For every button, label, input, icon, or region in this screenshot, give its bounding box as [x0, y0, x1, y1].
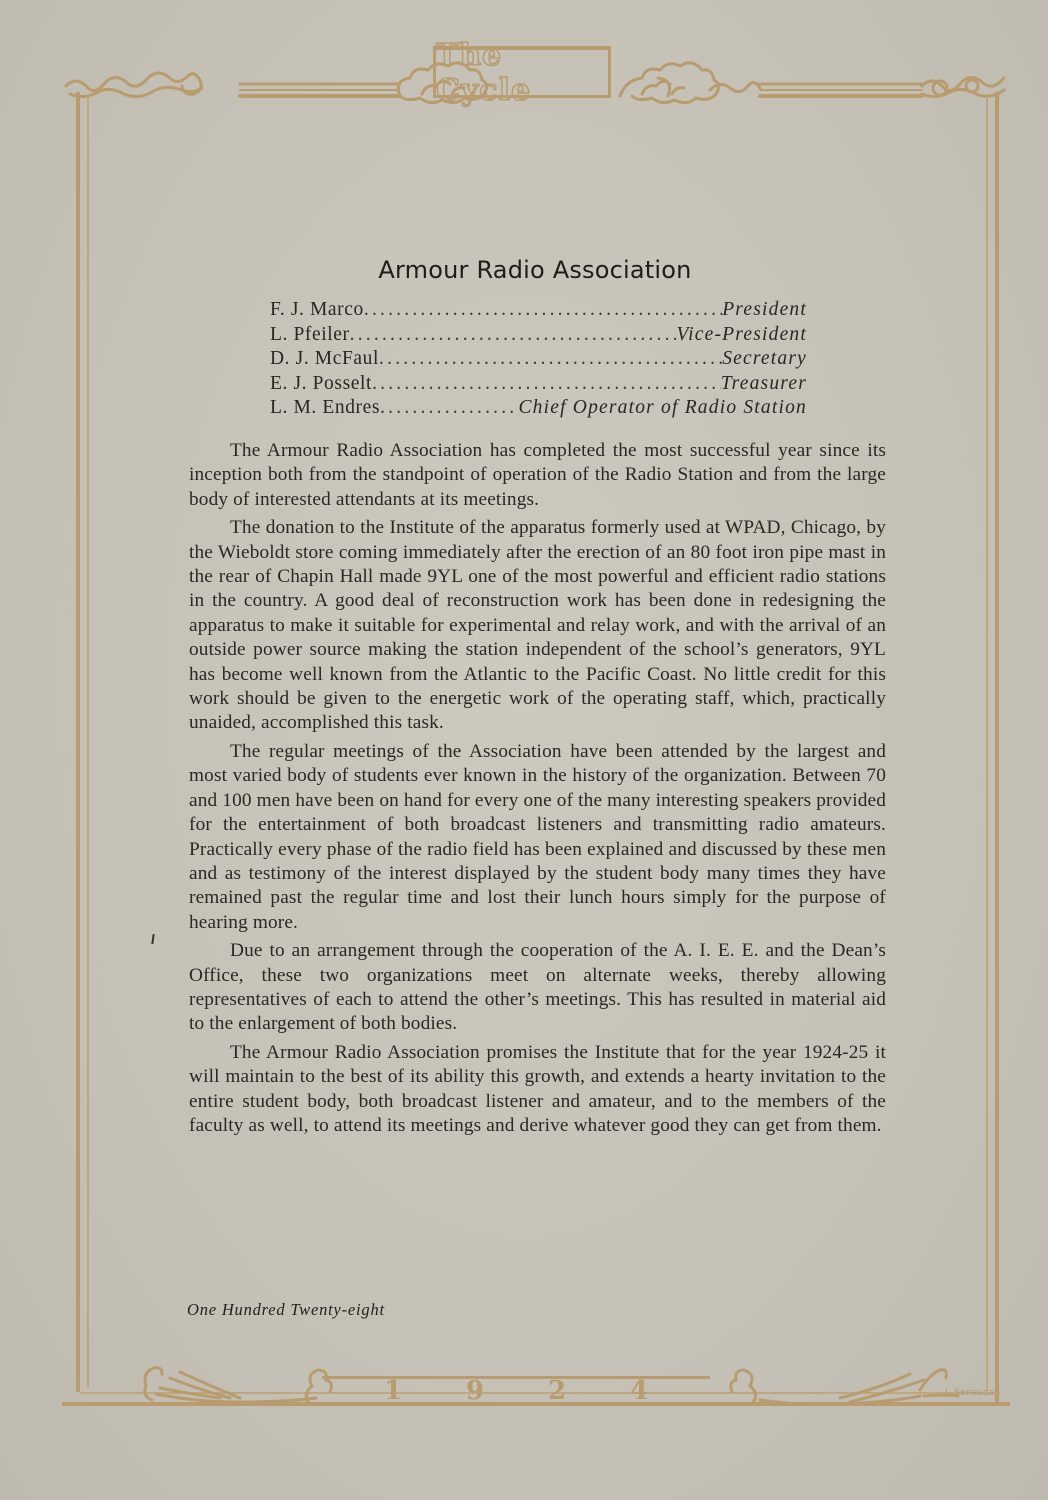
leader-dots: [372, 372, 721, 397]
publication-title-plate: The Cycle: [433, 46, 611, 98]
leader-dots: [364, 298, 722, 323]
officer-title: Vice-President: [676, 323, 807, 345]
leader-dots: [350, 323, 677, 348]
page-number: One Hundred Twenty-eight: [187, 1300, 385, 1319]
body-paragraph: The donation to the Institute of the apparatus formerly used at WPAD, Chicago, by the Wieboldt store coming immediately after the erection of an 80 foot iron pipe mast in the rear of Chapin Hall made 9YL one of the most powerful and efficient radio stations in the country. A good deal of reconstruction work has been done in redesigning the apparatus to make it suitable for experimental and relay work, and with the arrival of an outside power source making the station independent of the school’s generators, 9YL has become well known from the Atlantic to the Pacific Coast. No little credit for this work should be given to the energetic work of the operating staff, which, practically unaided, accomplished this task.: [189, 517, 886, 734]
officer-name: E. J. Posselt: [270, 372, 373, 394]
body-paragraph: Due to an arrangement through the cooperation of the A. I. E. E. and the Dean’s Office, these two organizations meet on alternate weeks, thereby allowing representatives of each to attend the other’s meetings. This has resulted in material aid to the enlargement of both bodies.: [189, 940, 886, 1035]
frame-right-inner-rail: [986, 96, 988, 1396]
artist-signature: J. Senescall: [945, 1388, 1000, 1398]
officer-name: L. Pfeiler: [270, 323, 350, 345]
officer-title: Chief Operator of Radio Station: [518, 397, 807, 418]
officer-title: President: [722, 299, 807, 320]
leader-dots: [380, 396, 518, 421]
officer-row: [270, 347, 807, 372]
body-paragraph: The regular meetings of the Association have been attended by the largest and most varied body of students ever known in the history of the organization. Between 70 and 100 men have been on hand for every one of the many interesting speakers provided for the entertainment of both broadcast listeners and transmitting radio amateurs. Practically every phase of the radio field has been explained and discussed by these men and as testimony of the interest displayed by the student body many times they have remained past the regular time and lost their lunch hours simply for the purpose of hearing more.: [189, 740, 886, 933]
body-paragraph: The Armour Radio Association has completed the most successful year since its inception both from the standpoint of operation of the Radio Station and from the large body of interested attendants at its meetings.: [189, 440, 886, 510]
body-paragraph: The Armour Radio Association promises the Institute that for the year 1924-25 it will maintain to the best of its ability this growth, and extends a hearty invitation to the entire student body, both broadcast listener and amateur, and to the members of the faculty as well, to attend its meetings and derive whatever good they can get from them.: [189, 1041, 886, 1136]
officer-name: D. J. McFaul: [270, 348, 380, 369]
year-digit: 4: [629, 1376, 649, 1406]
year-digit: 9: [465, 1376, 485, 1406]
officer-name: F. J. Marco: [270, 299, 364, 320]
frame-right-outer-rail: [995, 92, 999, 1404]
frame-left-outer-rail: [76, 92, 80, 1392]
year-digit: 2: [547, 1376, 567, 1406]
officer-row: [270, 323, 807, 348]
section-heading: Armour Radio Association: [378, 256, 692, 284]
year-plate: [322, 1376, 710, 1406]
year-digit: 1: [383, 1376, 403, 1406]
officer-row: [270, 298, 807, 323]
officers-list: [270, 298, 807, 421]
frame-left-inner-rail: [87, 96, 89, 1388]
officer-row: [270, 396, 807, 421]
officer-name: L. M. Endres: [270, 397, 381, 418]
officer-title: Secretary: [722, 348, 807, 369]
leader-dots: [379, 347, 722, 372]
officer-row: [270, 372, 807, 397]
officer-title: Treasurer: [720, 372, 807, 394]
article-body: [189, 439, 886, 1142]
